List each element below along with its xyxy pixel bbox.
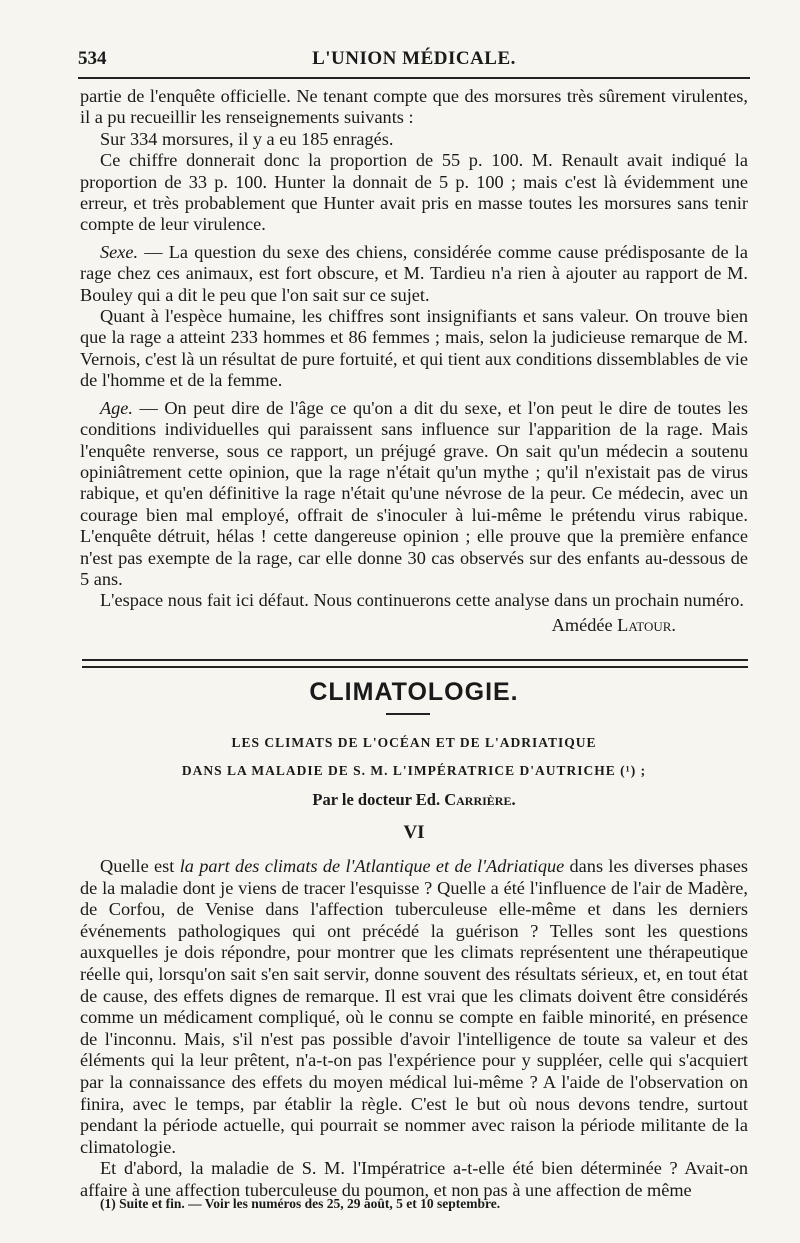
header-rule: [78, 77, 750, 79]
section-title: CLIMATOLOGIE.: [309, 678, 519, 706]
paragraph-label: Age.: [100, 397, 133, 418]
top-article-body: [80, 86, 748, 636]
paragraph: Quelle est la part des climats de l'Atlantique et de l'Adriatique dans les diverses phases de la maladie dont je viens de tracer l'esquisse ? Quelle a été l'influence de l'air de Madère, de Corfou, de Venise dans l'affection tuberculeuse elle-même et dans les derniers événements pathologiques qui ont précédé la guérison ? Telles sont les questions auxquelles je dois répondre, pour montrer que les climats représentent une thérapeutique réelle qui, lorsqu'on sait s'en sait servir, donne souvent des résultats sérieux, et, en tout état de cause, des effets dignes de remarque. Il est vrai que les climats doivent être considérés comme un médicament compliqué, où le connu se compte en faible minorité, en présence de l'inconnu. Mais, s'il n'est pas possible d'avoir l'intelligence de toute sa valeur et des éléments qui la leur prêtent, n'a-t-on pas l'expérience pour y suppléer, celle qui s'acquiert par la connaissance des effets du moyen médical lui-même ? A l'aide de l'observation on finira, avec le temps, par établir la règle. C'est le but où nous devons tendre, surtout pendant la période actuelle, qui pourrait se nommer avec raison la période militante de la climatologie.: [80, 856, 748, 1157]
paragraph-text: — La question du sexe des chiens, considérée comme cause prédisposante de la rage chez ces animaux, est fort obscure, et M. Tardieu n'a rien à ajouter au rapport de M. Bouley qui a dit le peu que l'on sait sur ce sujet.: [80, 241, 748, 305]
byline: Par le docteur Ed. Carrière.: [312, 790, 516, 809]
footnote: (1) Suite et fin. — Voir les numéros des 25, 29 août, 5 et 10 septembre.: [100, 1196, 501, 1211]
page-number: 534: [78, 48, 107, 69]
chapter-number: VI: [403, 822, 425, 843]
paragraph-text: — On peut dire de l'âge ce qu'on a dit du sexe, et l'on peut le dire de toutes les conditions individuelles qui paraissent sans influence sur l'apparition de la rage. Mais l'enquête renverse, sous ce rapport, un préjugé grave. On sait qu'un médecin a soutenu opiniâtrement cette opinion, que la rage n'était qu'un mythe ; qu'il n'existait pas de virus rabique, et qu'en définitive la rage n'était qu'une névrose de la peur. Ce médecin, avec un courage bien mal employé, offrait de s'inoculer à lui-même le prétendu virus rabique. L'enquête détruit, hélas ! cette dangereuse opinion ; elle prouve que la première enfance n'est pas exempte de la rage, car elle donne 30 cas observés sur des enfants au-dessous de 5 ans.: [80, 397, 748, 589]
paragraph: L'espace nous fait ici défaut. Nous continuerons cette analyse dans un prochain numéro.: [100, 590, 744, 611]
article-title-line-1: LES CLIMATS DE L'OCÉAN ET DE L'ADRIATIQUE: [231, 735, 597, 750]
paragraph: partie de l'enquête officielle. Ne tenant compte que des morsures très sûrement virulentes, il a pu recueillir les renseignements suivants :: [80, 86, 748, 128]
page-header: [78, 44, 750, 74]
signature: Amédée Latour.: [551, 614, 676, 635]
paragraph: Et d'abord, la maladie de S. M. l'Impératrice a-t-elle été bien déterminée ? Avait-on affaire à une affection tuberculeuse du poumon, et non pas à une affection de même: [80, 1158, 748, 1200]
paragraph-sexe: [80, 242, 748, 306]
article-title-line-2: DANS LA MALADIE DE S. M. L'IMPÉRATRICE D'AUTRICHE (¹) ;: [181, 763, 647, 778]
section-divider: [82, 659, 748, 668]
paragraph: Quant à l'espèce humaine, les chiffres sont insignifiants et sans valeur. On trouve bien que la rage a atteint 233 hommes et 86 femmes ; mais, selon la judicieuse remarque de M. Vernois, c'est là un résultat de pure fortuité, et qui tient aux conditions dissemblables de vie de l'homme et de la femme.: [80, 306, 748, 391]
journal-title: L'UNION MÉDICALE.: [312, 48, 516, 69]
main-article-body: [80, 856, 748, 1202]
title-rule: [386, 713, 430, 715]
paragraph-label: Sexe.: [100, 241, 139, 262]
paragraph-age: [80, 398, 748, 591]
paragraph: Sur 334 morsures, il y a eu 185 enragés.: [100, 128, 394, 149]
paragraph: Ce chiffre donnerait donc la proportion de 55 p. 100. M. Renault avait indiqué la proportion de 33 p. 100. Hunter la donnait de 5 p. 100 ; mais c'est là évidemment une erreur, et très probablement que Hunter avait pris en masse toutes les morsures sans tenir compte de leur virulence.: [80, 150, 748, 235]
